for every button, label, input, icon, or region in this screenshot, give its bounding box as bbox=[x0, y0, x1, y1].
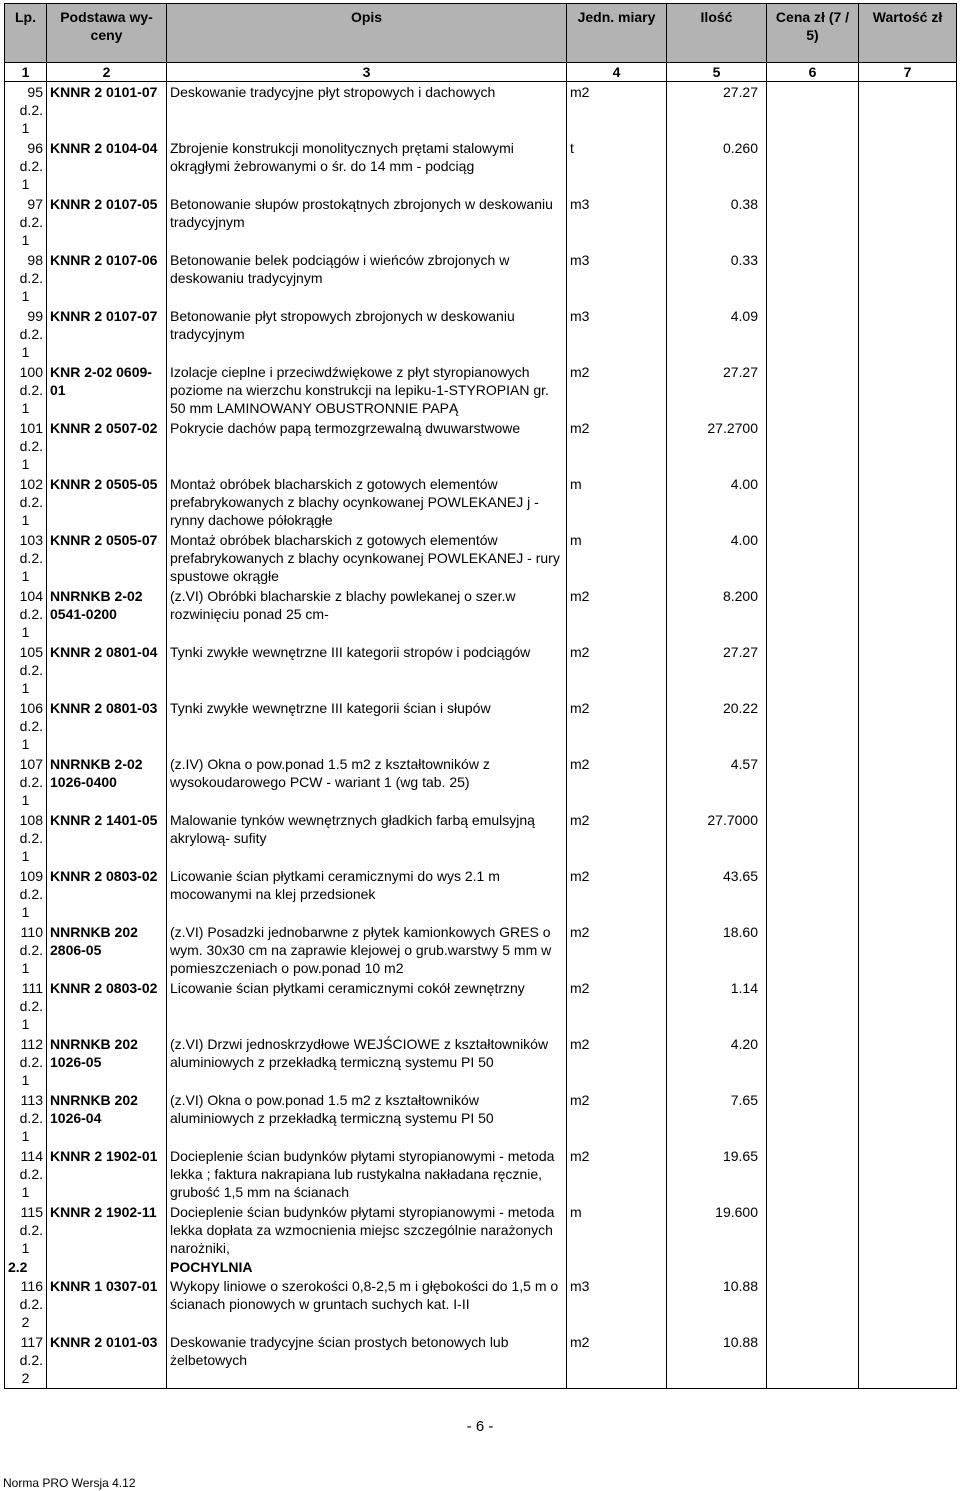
row-subindex: 1 bbox=[21, 960, 30, 976]
row-subindex: 1 bbox=[21, 848, 30, 864]
row-chapter: d.2. bbox=[19, 1054, 43, 1070]
row-number: 97 bbox=[27, 196, 43, 212]
row-description: Montaż obróbek blacharskich z gotowych elementów prefabrykowanych z blachy ocynkowanej POWLEKANEJ j - rynny dachowe półokrągłe bbox=[167, 474, 567, 530]
row-unit: m2 bbox=[567, 922, 667, 978]
row-value bbox=[859, 754, 957, 810]
row-subindex: 1 bbox=[21, 680, 30, 696]
row-basis: NNRNKB 2-02 0541-0200 bbox=[47, 586, 167, 642]
row-description: Licowanie ścian płytkami ceramicznymi do wys 2.1 m mocowanymi na klej przedsionek bbox=[167, 866, 567, 922]
row-chapter: d.2. bbox=[19, 102, 43, 118]
row-value bbox=[859, 138, 957, 194]
row-basis: KNNR 2 1902-11 bbox=[47, 1202, 167, 1258]
row-number: 102 bbox=[19, 476, 43, 492]
row-chapter: d.2. bbox=[19, 942, 43, 958]
table-row bbox=[5, 250, 957, 306]
row-quantity: 8.200 bbox=[667, 586, 767, 642]
row-unit: m3 bbox=[567, 1276, 667, 1332]
row-value bbox=[859, 474, 957, 530]
row-description: (z.VI) Drzwi jednoskrzydłowe WEJŚCIOWE z kształtowników aluminiowych z przekładką termiczną systemu PI 50 bbox=[167, 1034, 567, 1090]
row-quantity: 27.27 bbox=[667, 362, 767, 418]
row-price bbox=[767, 1090, 859, 1146]
row-price bbox=[767, 922, 859, 978]
row-chapter: d.2. bbox=[19, 1352, 43, 1368]
items-section-2 bbox=[5, 1276, 957, 1389]
row-number: 101 bbox=[19, 420, 43, 436]
row-unit: m2 bbox=[567, 586, 667, 642]
row-basis: KNNR 2 0107-07 bbox=[47, 306, 167, 362]
row-value bbox=[859, 194, 957, 250]
row-value bbox=[859, 586, 957, 642]
row-number: 109 bbox=[19, 868, 43, 884]
table-row bbox=[5, 474, 957, 530]
table-row bbox=[5, 754, 957, 810]
row-price bbox=[767, 306, 859, 362]
row-lp bbox=[5, 82, 47, 139]
row-unit: m bbox=[567, 474, 667, 530]
table-row bbox=[5, 1332, 957, 1389]
row-number: 106 bbox=[19, 700, 43, 716]
row-subindex: 1 bbox=[21, 1072, 30, 1088]
row-quantity: 4.00 bbox=[667, 474, 767, 530]
row-subindex: 1 bbox=[21, 288, 30, 304]
row-lp bbox=[5, 530, 47, 586]
header-lp: Lp. bbox=[5, 4, 47, 63]
row-basis: NNRNKB 2-02 1026-0400 bbox=[47, 754, 167, 810]
row-chapter: d.2. bbox=[19, 774, 43, 790]
row-unit: m bbox=[567, 530, 667, 586]
row-subindex: 1 bbox=[21, 344, 30, 360]
row-quantity: 19.600 bbox=[667, 1202, 767, 1258]
row-price bbox=[767, 642, 859, 698]
row-subindex: 1 bbox=[21, 512, 30, 528]
row-number: 104 bbox=[19, 588, 43, 604]
header-value: Wartość zł bbox=[859, 4, 957, 63]
row-chapter: d.2. bbox=[19, 326, 43, 342]
row-lp bbox=[5, 754, 47, 810]
row-chapter: d.2. bbox=[19, 270, 43, 286]
row-description: Docieplenie ścian budynków płytami styropianowymi - metoda lekka dopłata za wzmocnienia miejsc szczególnie narażonych narożniki, bbox=[167, 1202, 567, 1258]
row-lp bbox=[5, 978, 47, 1034]
row-chapter: d.2. bbox=[19, 1110, 43, 1126]
row-basis: KNNR 2 0107-05 bbox=[47, 194, 167, 250]
row-unit: m3 bbox=[567, 194, 667, 250]
row-value bbox=[859, 642, 957, 698]
row-subindex: 1 bbox=[21, 1016, 30, 1032]
software-version: Norma PRO Wersja 4.12 bbox=[3, 1476, 136, 1490]
row-description: Deskowanie tradycyjne ścian prostych betonowych lub żelbetowych bbox=[167, 1332, 567, 1389]
row-subindex: 1 bbox=[21, 568, 30, 584]
row-number: 114 bbox=[20, 1148, 43, 1164]
table-row bbox=[5, 698, 957, 754]
table-row bbox=[5, 1202, 957, 1258]
row-number: 115 bbox=[20, 1204, 43, 1220]
row-number: 105 bbox=[19, 644, 43, 660]
row-basis: KNNR 2 0801-03 bbox=[47, 698, 167, 754]
table-row bbox=[5, 586, 957, 642]
row-basis: NNRNKB 202 1026-05 bbox=[47, 1034, 167, 1090]
row-lp bbox=[5, 1202, 47, 1258]
row-unit: m3 bbox=[567, 306, 667, 362]
row-description: Licowanie ścian płytkami ceramicznymi cokół zewnętrzny bbox=[167, 978, 567, 1034]
row-value bbox=[859, 1276, 957, 1332]
header-description: Opis bbox=[167, 4, 567, 63]
row-lp bbox=[5, 194, 47, 250]
row-quantity: 1.14 bbox=[667, 978, 767, 1034]
header-unit: Jedn. miary bbox=[567, 4, 667, 63]
row-price bbox=[767, 362, 859, 418]
row-description: Montaż obróbek blacharskich z gotowych elementów prefabrykowanych z blachy ocynkowanej POWLEKANEJ - rury spustowe okrągłe bbox=[167, 530, 567, 586]
row-subindex: 1 bbox=[21, 120, 30, 136]
row-number: 110 bbox=[20, 924, 43, 940]
table-row bbox=[5, 1090, 957, 1146]
row-lp bbox=[5, 698, 47, 754]
row-unit: m2 bbox=[567, 698, 667, 754]
row-unit: m2 bbox=[567, 362, 667, 418]
row-lp bbox=[5, 642, 47, 698]
row-subindex: 1 bbox=[21, 1240, 30, 1256]
row-quantity: 10.88 bbox=[667, 1332, 767, 1389]
row-chapter: d.2. bbox=[19, 1222, 43, 1238]
row-unit: m2 bbox=[567, 1034, 667, 1090]
row-description: Tynki zwykłe wewnętrzne III kategorii ścian i słupów bbox=[167, 698, 567, 754]
row-price bbox=[767, 194, 859, 250]
row-chapter: d.2. bbox=[19, 662, 43, 678]
row-lp bbox=[5, 362, 47, 418]
row-price bbox=[767, 1332, 859, 1389]
row-chapter: d.2. bbox=[19, 158, 43, 174]
row-quantity: 18.60 bbox=[667, 922, 767, 978]
row-basis: KNNR 2 0104-04 bbox=[47, 138, 167, 194]
table-row bbox=[5, 866, 957, 922]
page-number: - 6 - bbox=[466, 1418, 494, 1435]
section-row bbox=[5, 1258, 957, 1276]
row-quantity: 7.65 bbox=[667, 1090, 767, 1146]
row-unit: m2 bbox=[567, 418, 667, 474]
row-lp bbox=[5, 474, 47, 530]
row-basis: KNNR 2 0101-07 bbox=[47, 82, 167, 139]
row-lp bbox=[5, 306, 47, 362]
column-number: 7 bbox=[859, 63, 957, 82]
row-chapter: d.2. bbox=[19, 886, 43, 902]
row-subindex: 1 bbox=[21, 176, 30, 192]
row-unit: m2 bbox=[567, 642, 667, 698]
row-value bbox=[859, 82, 957, 139]
row-number: 107 bbox=[19, 756, 43, 772]
row-value bbox=[859, 1034, 957, 1090]
row-basis: NNRNKB 202 1026-04 bbox=[47, 1090, 167, 1146]
row-description: Docieplenie ścian budynków płytami styropianowymi - metoda lekka ; faktura nakrapiana lub rustykalna nakładana ręcznie, grubość 1,5 mm na ścianach bbox=[167, 1146, 567, 1202]
row-basis: KNNR 2 0101-03 bbox=[47, 1332, 167, 1389]
row-quantity: 4.09 bbox=[667, 306, 767, 362]
row-description: (z.VI) Posadzki jednobarwne z płytek kamionkowych GRES o wym. 30x30 cm na zaprawie klejowej o grub.warstwy 5 mm w pomieszczeniach o pow.ponad 10 m2 bbox=[167, 922, 567, 978]
row-subindex: 1 bbox=[21, 1184, 30, 1200]
table-row bbox=[5, 978, 957, 1034]
row-quantity: 0.260 bbox=[667, 138, 767, 194]
row-price bbox=[767, 978, 859, 1034]
row-lp bbox=[5, 586, 47, 642]
row-subindex: 2 bbox=[21, 1370, 30, 1386]
row-basis: KNR 2-02 0609-01 bbox=[47, 362, 167, 418]
row-price bbox=[767, 1276, 859, 1332]
row-lp bbox=[5, 1146, 47, 1202]
column-number: 5 bbox=[667, 63, 767, 82]
row-basis: KNNR 2 0803-02 bbox=[47, 978, 167, 1034]
row-price bbox=[767, 82, 859, 139]
row-value bbox=[859, 306, 957, 362]
row-price bbox=[767, 586, 859, 642]
row-lp bbox=[5, 1034, 47, 1090]
row-price bbox=[767, 418, 859, 474]
table-row bbox=[5, 1276, 957, 1332]
row-quantity: 0.38 bbox=[667, 194, 767, 250]
table-row bbox=[5, 810, 957, 866]
row-chapter: d.2. bbox=[19, 1166, 43, 1182]
row-description: Pokrycie dachów papą termozgrzewalną dwuwarstwowe bbox=[167, 418, 567, 474]
table-row bbox=[5, 642, 957, 698]
column-number: 4 bbox=[567, 63, 667, 82]
row-subindex: 1 bbox=[21, 232, 30, 248]
row-basis: KNNR 2 0505-05 bbox=[47, 474, 167, 530]
row-lp bbox=[5, 418, 47, 474]
row-unit: m2 bbox=[567, 1146, 667, 1202]
row-lp bbox=[5, 1276, 47, 1332]
row-lp bbox=[5, 138, 47, 194]
row-basis: KNNR 2 0507-02 bbox=[47, 418, 167, 474]
row-number: 100 bbox=[19, 364, 43, 380]
row-chapter: d.2. bbox=[19, 494, 43, 510]
row-number: 96 bbox=[27, 140, 43, 156]
row-price bbox=[767, 754, 859, 810]
row-unit: m2 bbox=[567, 1332, 667, 1389]
row-unit: m2 bbox=[567, 754, 667, 810]
row-description: Betonowanie belek podciągów i wieńców zbrojonych w deskowaniu tradycyjnym bbox=[167, 250, 567, 306]
row-price bbox=[767, 1034, 859, 1090]
table-row bbox=[5, 1034, 957, 1090]
row-lp bbox=[5, 922, 47, 978]
table-row bbox=[5, 530, 957, 586]
row-basis: NNRNKB 202 2806-05 bbox=[47, 922, 167, 978]
row-basis: KNNR 2 0505-07 bbox=[47, 530, 167, 586]
row-price bbox=[767, 138, 859, 194]
row-basis: KNNR 2 1902-01 bbox=[47, 1146, 167, 1202]
row-chapter: d.2. bbox=[19, 382, 43, 398]
row-value bbox=[859, 978, 957, 1034]
row-price bbox=[767, 698, 859, 754]
row-chapter: d.2. bbox=[19, 830, 43, 846]
row-subindex: 1 bbox=[21, 624, 30, 640]
row-unit: t bbox=[567, 138, 667, 194]
row-price bbox=[767, 1202, 859, 1258]
row-unit: m2 bbox=[567, 978, 667, 1034]
section-title: POCHYLNIA bbox=[167, 1258, 567, 1276]
table-row bbox=[5, 418, 957, 474]
row-quantity: 4.20 bbox=[667, 1034, 767, 1090]
row-basis: KNNR 2 0107-06 bbox=[47, 250, 167, 306]
row-quantity: 27.2700 bbox=[667, 418, 767, 474]
row-chapter: d.2. bbox=[19, 606, 43, 622]
row-value bbox=[859, 250, 957, 306]
header-price: Cena zł (7 / 5) bbox=[767, 4, 859, 63]
row-number: 113 bbox=[20, 1092, 43, 1108]
header-quantity: Ilość bbox=[667, 4, 767, 63]
row-lp bbox=[5, 1332, 47, 1389]
row-chapter: d.2. bbox=[19, 998, 43, 1014]
row-unit: m2 bbox=[567, 810, 667, 866]
row-value bbox=[859, 922, 957, 978]
row-value bbox=[859, 1332, 957, 1389]
row-chapter: d.2. bbox=[19, 214, 43, 230]
table-row bbox=[5, 922, 957, 978]
row-basis: KNNR 1 0307-01 bbox=[47, 1276, 167, 1332]
row-lp bbox=[5, 810, 47, 866]
row-number: 111 bbox=[21, 980, 43, 996]
row-price bbox=[767, 474, 859, 530]
row-subindex: 1 bbox=[21, 400, 30, 416]
row-unit: m2 bbox=[567, 1090, 667, 1146]
row-value bbox=[859, 530, 957, 586]
row-value bbox=[859, 866, 957, 922]
table-row bbox=[5, 1146, 957, 1202]
row-description: Malowanie tynków wewnętrznych gładkich farbą emulsyjną akrylową- sufity bbox=[167, 810, 567, 866]
row-value bbox=[859, 418, 957, 474]
row-subindex: 1 bbox=[21, 1128, 30, 1144]
row-quantity: 10.88 bbox=[667, 1276, 767, 1332]
row-subindex: 1 bbox=[21, 456, 30, 472]
row-unit: m3 bbox=[567, 250, 667, 306]
row-description: Betonowanie płyt stropowych zbrojonych w deskowaniu tradycyjnym bbox=[167, 306, 567, 362]
column-number: 6 bbox=[767, 63, 859, 82]
row-basis: KNNR 2 1401-05 bbox=[47, 810, 167, 866]
row-number: 117 bbox=[20, 1334, 43, 1350]
row-chapter: d.2. bbox=[19, 1296, 43, 1312]
row-number: 103 bbox=[19, 532, 43, 548]
row-description: Zbrojenie konstrukcji monolitycznych prętami stalowymi okrągłymi żebrowanymi o śr. do 14 mm - podciąg bbox=[167, 138, 567, 194]
row-value bbox=[859, 698, 957, 754]
row-description: Tynki zwykłe wewnętrzne III kategorii stropów i podciągów bbox=[167, 642, 567, 698]
table-row bbox=[5, 362, 957, 418]
row-quantity: 27.7000 bbox=[667, 810, 767, 866]
row-value bbox=[859, 1090, 957, 1146]
row-basis: KNNR 2 0803-02 bbox=[47, 866, 167, 922]
row-quantity: 20.22 bbox=[667, 698, 767, 754]
row-lp bbox=[5, 1090, 47, 1146]
row-value bbox=[859, 362, 957, 418]
row-number: 108 bbox=[19, 812, 43, 828]
row-description: Izolacje cieplne i przeciwdźwiękowe z płyt styropianowych poziome na wierzchu konstrukcji na lepiku-1-STYROPIAN gr. 50 mm LAMINOWANY OBUSTRONNIE PAPĄ bbox=[167, 362, 567, 418]
row-subindex: 1 bbox=[21, 904, 30, 920]
table-header bbox=[5, 4, 957, 63]
column-number: 2 bbox=[47, 63, 167, 82]
row-unit: m2 bbox=[567, 866, 667, 922]
row-basis: KNNR 2 0801-04 bbox=[47, 642, 167, 698]
row-quantity: 27.27 bbox=[667, 82, 767, 139]
row-value bbox=[859, 810, 957, 866]
row-subindex: 1 bbox=[21, 792, 30, 808]
row-lp bbox=[5, 866, 47, 922]
table-row bbox=[5, 194, 957, 250]
column-number-row bbox=[5, 63, 957, 82]
cost-estimate-table bbox=[4, 3, 957, 1389]
row-description: (z.IV) Okna o pow.ponad 1.5 m2 z kształtowników z wysokoudarowego PCW - wariant 1 (wg tab. 25) bbox=[167, 754, 567, 810]
row-number: 112 bbox=[20, 1036, 43, 1052]
row-number: 95 bbox=[27, 84, 43, 100]
row-lp bbox=[5, 250, 47, 306]
row-value bbox=[859, 1202, 957, 1258]
row-price bbox=[767, 810, 859, 866]
row-chapter: d.2. bbox=[19, 438, 43, 454]
row-number: 99 bbox=[27, 308, 43, 324]
row-chapter: d.2. bbox=[19, 550, 43, 566]
row-description: (z.VI) Okna o pow.ponad 1.5 m2 z kształtowników aluminiowych z przekładką termiczną systemu PI 50 bbox=[167, 1090, 567, 1146]
row-price bbox=[767, 1146, 859, 1202]
table-row bbox=[5, 82, 957, 139]
row-quantity: 4.00 bbox=[667, 530, 767, 586]
row-price bbox=[767, 250, 859, 306]
row-value bbox=[859, 1146, 957, 1202]
row-number: 98 bbox=[27, 252, 43, 268]
row-unit: m bbox=[567, 1202, 667, 1258]
row-quantity: 4.57 bbox=[667, 754, 767, 810]
row-quantity: 19.65 bbox=[667, 1146, 767, 1202]
row-quantity: 27.27 bbox=[667, 642, 767, 698]
table-row bbox=[5, 306, 957, 362]
column-number: 3 bbox=[167, 63, 567, 82]
section-number: 2.2 bbox=[5, 1258, 47, 1276]
row-unit: m2 bbox=[567, 82, 667, 139]
header-basis: Podstawa wy-ceny bbox=[47, 4, 167, 63]
row-subindex: 1 bbox=[21, 736, 30, 752]
items-section-1 bbox=[5, 82, 957, 1259]
row-number: 116 bbox=[20, 1278, 43, 1294]
row-description: Betonowanie słupów prostokątnych zbrojonych w deskowaniu tradycyjnym bbox=[167, 194, 567, 250]
row-description: Deskowanie tradycyjne płyt stropowych i dachowych bbox=[167, 82, 567, 139]
row-quantity: 43.65 bbox=[667, 866, 767, 922]
row-quantity: 0.33 bbox=[667, 250, 767, 306]
row-subindex: 2 bbox=[21, 1314, 30, 1330]
column-number: 1 bbox=[5, 63, 47, 82]
row-chapter: d.2. bbox=[19, 718, 43, 734]
row-description: (z.VI) Obróbki blacharskie z blachy powlekanej o szer.w rozwinięciu ponad 25 cm- bbox=[167, 586, 567, 642]
row-price bbox=[767, 866, 859, 922]
row-price bbox=[767, 530, 859, 586]
row-description: Wykopy liniowe o szerokości 0,8-2,5 m i głębokości do 1,5 m o ścianach pionowych w gruntach suchych kat. I-II bbox=[167, 1276, 567, 1332]
table-row bbox=[5, 138, 957, 194]
